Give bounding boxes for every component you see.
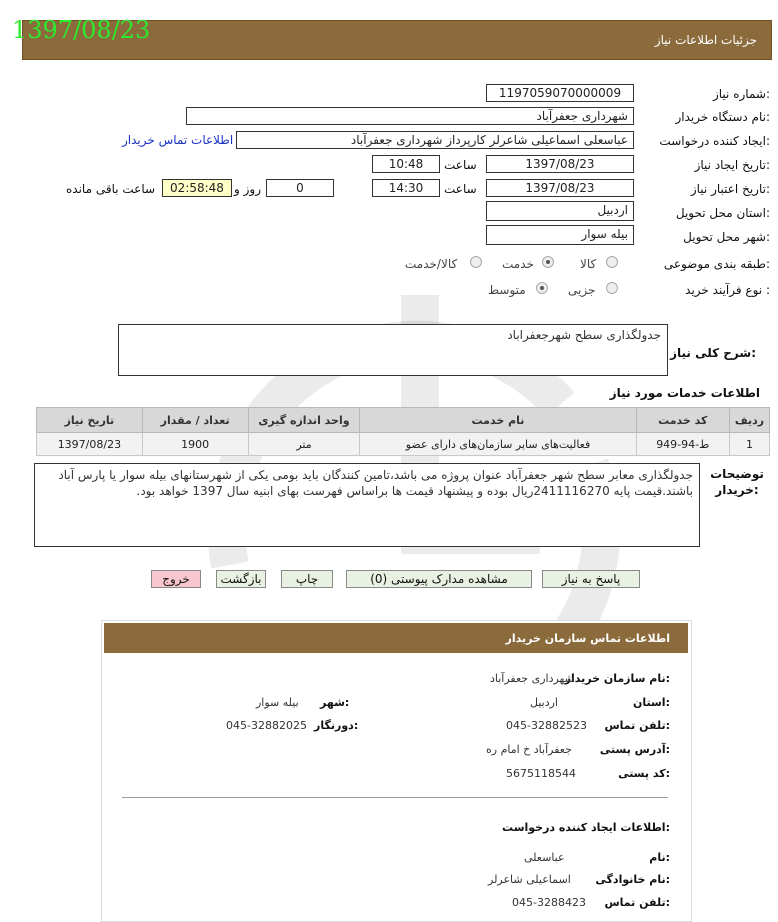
city-label: شهر محل تحویل: [683, 230, 770, 244]
process-option-medium: متوسط [488, 283, 526, 297]
need-number-field: 1197059070000009 [486, 84, 634, 102]
city-field: بیله سوار [486, 225, 634, 245]
province-label: استان محل تحویل: [675, 206, 770, 220]
contact-panel-header [104, 623, 688, 653]
print-button[interactable]: چاپ [281, 570, 333, 588]
category-radio-service[interactable] [542, 256, 554, 268]
remaining-time-label: ساعت باقی مانده [66, 182, 156, 196]
category-option-goods-service: کالا/خدمت [405, 257, 458, 271]
remaining-time-field: 02:58:48 [162, 179, 232, 197]
creator-family-label: نام خانوادگی: [595, 873, 670, 886]
summary-label: شرح کلی نیاز: [670, 346, 756, 360]
category-option-goods: کالا [580, 257, 597, 271]
category-radio-goods-service[interactable] [470, 256, 482, 268]
creator-phone-label: تلفن تماس: [604, 896, 670, 909]
process-radio-medium[interactable] [536, 282, 548, 294]
reply-button[interactable]: پاسخ به نیاز [542, 570, 640, 588]
contact-city-label: شهر: [320, 696, 350, 709]
cell-quantity: 1900 [142, 433, 248, 456]
postal-code-value: 5675118544 [506, 767, 576, 780]
requester-label: ایجاد کننده درخواست: [659, 134, 770, 148]
province-field: اردبیل [486, 201, 634, 221]
buyer-org-field: شهرداری جعفرآباد [186, 107, 634, 125]
days-label: روز و [234, 182, 261, 196]
col-unit: واحد اندازه گیری [248, 408, 360, 433]
valid-date-field: 1397/08/23 [486, 179, 634, 197]
creator-name-label: نام: [649, 851, 670, 864]
col-row-number: ردیف [729, 408, 769, 433]
category-radio-goods[interactable] [606, 256, 618, 268]
col-need-date: تاریخ نیاز [37, 408, 143, 433]
created-date-field: 1397/08/23 [486, 155, 634, 173]
contact-phone-label: تلفن تماس: [604, 719, 670, 732]
cell-service-name: فعالیت‌های سایر سازمان‌های دارای عضو [360, 433, 636, 456]
requester-field: عباسعلی اسماعیلی شاعرلر کارپرداز شهرداری جعفرآباد [236, 131, 634, 149]
org-label: نام سازمان خریدار: [564, 672, 670, 685]
contact-province-value: اردبیل [530, 696, 558, 709]
creator-section-title: اطلاعات ایجاد کننده درخواست: [502, 821, 670, 834]
col-service-code: کد خدمت [636, 408, 729, 433]
panel-divider [122, 797, 668, 798]
contact-province-label: استان: [632, 696, 670, 709]
cell-unit: متر [248, 433, 360, 456]
postal-code-label: کد پستی: [618, 767, 670, 780]
valid-time-field: 14:30 [372, 179, 440, 197]
attachments-button[interactable]: مشاهده مدارک پیوستی (0) [346, 570, 532, 588]
contact-panel-title: اطلاعات تماس سازمان خریدار [505, 632, 670, 645]
created-time-field: 10:48 [372, 155, 440, 173]
creator-phone-value: 045-3288423 [512, 896, 586, 909]
created-time-label: ساعت [444, 158, 477, 172]
creator-family-value: اسماعیلی شاعرلر [488, 873, 571, 886]
services-table-header [37, 408, 770, 433]
buyer-notes-textarea: جدولگذاری معابر سطح شهر جعفرآباد عنوان پروژه می باشد،تامین کنندگان باید بومی یکی از شهرستانهای بیله سوار یا پارس آباد باشند.قیمت پایه 2411116270ریال بوده و پیشنهاد قیمت ها براساس فهرست بهای ابنیه سال 1397 خواهد بود. [34, 463, 700, 547]
address-value: جعفرآباد خ امام ره [486, 743, 572, 756]
process-radio-minor[interactable] [606, 282, 618, 294]
fax-label: دورنگار: [314, 719, 359, 732]
created-date-label: تاریخ ایجاد نیاز: [694, 158, 770, 172]
days-field: 0 [266, 179, 334, 197]
services-section-title: اطلاعات خدمات مورد نیاز [609, 386, 760, 400]
valid-date-label: تاریخ اعتبار نیاز: [690, 182, 770, 196]
cell-service-code: ط-94-949 [636, 433, 729, 456]
category-label: طبقه بندی موضوعی: [663, 257, 770, 271]
col-service-name: نام خدمت [360, 408, 636, 433]
creator-name-value: عباسعلی [524, 851, 565, 864]
services-table [36, 407, 770, 456]
org-value: شهرداری جعفرآباد [490, 672, 574, 685]
cell-need-date: 1397/08/23 [37, 433, 143, 456]
process-label: نوع فرآیند خرید : [685, 283, 770, 297]
exit-button[interactable]: خروج [151, 570, 201, 588]
buyer-org-label: نام دستگاه خریدار: [675, 110, 770, 124]
back-button[interactable]: بازگشت [216, 570, 266, 588]
cell-row-number: 1 [729, 433, 769, 456]
process-option-minor: جزیی [568, 283, 596, 297]
buyer-contact-link[interactable]: اطلاعات تماس خریدار [122, 133, 234, 147]
buyer-notes-label: توضیحات خریدار: [710, 467, 764, 497]
fax-value: 045-32882025 [226, 719, 307, 732]
page-title: جزئیات اطلاعات نیاز [654, 33, 757, 47]
category-option-service: خدمت [502, 257, 534, 271]
date-stamp: 1397/08/23 [12, 16, 151, 44]
valid-time-label: ساعت [444, 182, 477, 196]
table-row [37, 433, 770, 456]
contact-city-value: بیله سوار [256, 696, 299, 709]
need-number-label: شماره نیاز: [712, 87, 770, 101]
contact-phone-value: 045-32882523 [506, 719, 587, 732]
col-quantity: تعداد / مقدار [142, 408, 248, 433]
summary-textarea: جدولگذاری سطح شهرجعفراباد [118, 324, 668, 376]
address-label: آدرس پستی: [599, 743, 670, 756]
